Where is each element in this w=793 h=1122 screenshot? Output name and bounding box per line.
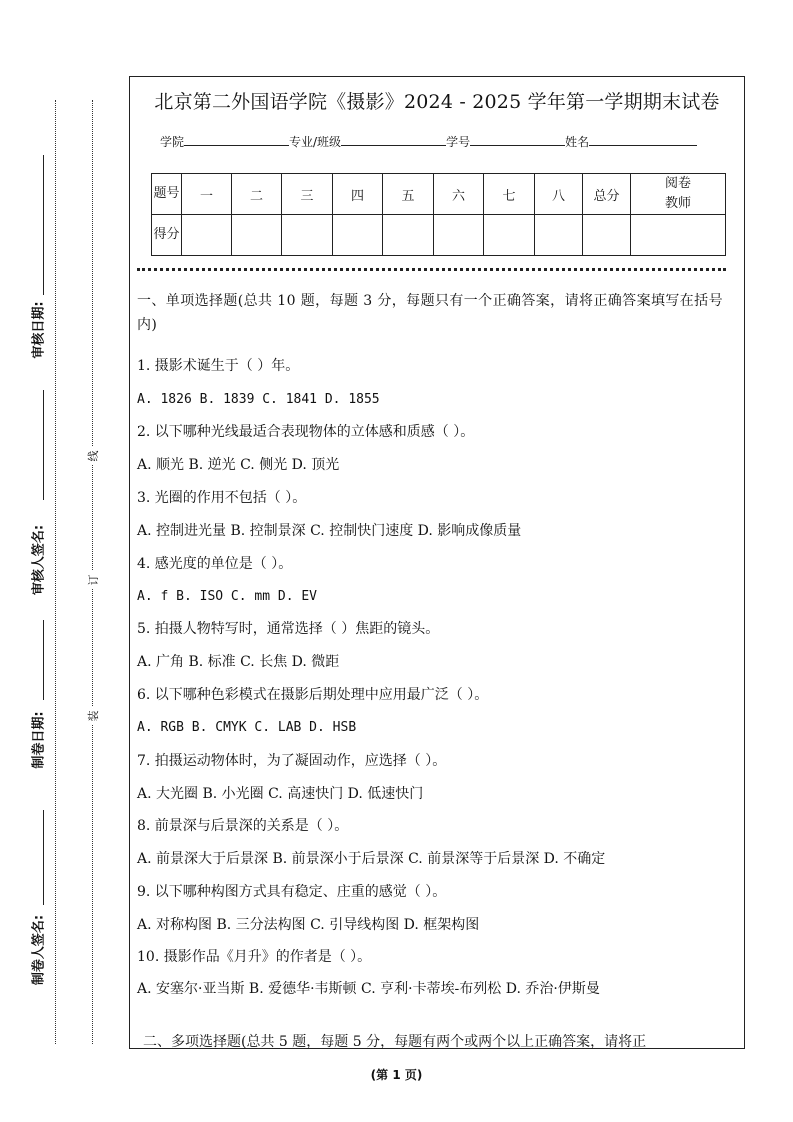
student-id-label: 学号 xyxy=(446,135,471,149)
reviewer-signature-blank[interactable] xyxy=(43,390,44,500)
question-8-options: A. 前景深大于后景深 B. 前景深小于后景深 C. 前景深等于后景深 D. 不确定 xyxy=(137,851,606,867)
question-3-options: A. 控制进光量 B. 控制景深 C. 控制快门速度 D. 影响成像质量 xyxy=(137,523,522,539)
question-10: 10. 摄影作品《月升》的作者是（ ）。 xyxy=(137,949,372,965)
score-col-grader: 阅卷教师 xyxy=(631,174,726,215)
score-cell[interactable] xyxy=(282,215,333,256)
exam-paper-frame xyxy=(129,76,745,1049)
question-2-options: A. 顺光 B. 逆光 C. 侧光 D. 顶光 xyxy=(137,457,340,473)
score-row-header: 得分 xyxy=(152,215,182,256)
question-7: 7. 拍摄运动物体时，为了凝固动作，应选择（ ）。 xyxy=(137,753,447,769)
question-3: 3. 光圈的作用不包括（ ）。 xyxy=(137,490,307,506)
score-col-total: 总分 xyxy=(583,174,631,215)
score-cell[interactable] xyxy=(583,215,631,256)
major-class-field[interactable] xyxy=(341,133,446,146)
question-5: 5. 拍摄人物特写时，通常选择（ ）焦距的镜头。 xyxy=(137,621,440,637)
review-date-label: 审核日期: xyxy=(31,301,47,359)
question-1-options: A. 1826 B. 1839 C. 1841 D. 1855 xyxy=(137,392,380,407)
paper-maker-signature-blank[interactable] xyxy=(43,810,44,905)
section1-intro: 一、单项选择题(总共 10 题，每题 3 分，每题只有一个正确答案，请将正确答案填写在括号内) xyxy=(137,293,723,333)
exam-title: 北京第二外国语学院《摄影》2024 - 2025 学年第一学期期末试卷 xyxy=(154,91,720,113)
question-5-options: A. 广角 B. 标准 C. 长焦 D. 微距 xyxy=(137,654,340,670)
score-cell[interactable] xyxy=(232,215,282,256)
question-9: 9. 以下哪种构图方式具有稳定、庄重的感觉（ ）。 xyxy=(137,884,447,900)
score-cell[interactable] xyxy=(434,215,484,256)
paper-date-blank[interactable] xyxy=(43,620,44,700)
paper-date-label: 制卷日期: xyxy=(31,711,47,769)
cut-word-bind: 订 xyxy=(84,571,102,589)
binding-dotted-line-outer xyxy=(55,100,56,1044)
question-4: 4. 感光度的单位是（ ）。 xyxy=(137,556,293,572)
student-info-row xyxy=(160,133,697,150)
score-col-3: 三 xyxy=(282,174,333,215)
question-4-options: A. f B. ISO C. mm D. EV xyxy=(137,589,318,604)
name-label: 姓名 xyxy=(565,135,590,149)
question-10-options: A. 安塞尔·亚当斯 B. 爱德华·韦斯顿 C. 亨利·卡蒂埃-布列松 D. 乔治·伊斯曼 xyxy=(137,981,600,997)
cut-word-install: 装 xyxy=(84,707,102,725)
score-cell[interactable] xyxy=(631,215,726,256)
question-1: 1. 摄影术诞生于（ ）年。 xyxy=(137,358,300,374)
paper-maker-signature-label: 制卷人签名: xyxy=(31,914,47,986)
major-class-label: 专业/班级 xyxy=(289,135,342,149)
question-2: 2. 以下哪种光线最适合表现物体的立体感和质感（ ）。 xyxy=(137,424,475,440)
question-8: 8. 前景深与后景深的关系是（ ）。 xyxy=(137,818,349,834)
question-number-header: 题号 xyxy=(152,174,182,215)
section2-intro: 二、多项选择题(总共 5 题，每题 5 分，每题有两个或两个以上正确答案，请将正 xyxy=(143,1034,647,1050)
name-field[interactable] xyxy=(589,133,697,146)
question-9-options: A. 对称构图 B. 三分法构图 C. 引导线构图 D. 框架构图 xyxy=(137,917,480,933)
college-label: 学院 xyxy=(160,135,185,149)
score-cell[interactable] xyxy=(535,215,583,256)
score-col-8: 八 xyxy=(535,174,583,215)
score-col-7: 七 xyxy=(484,174,535,215)
score-col-2: 二 xyxy=(232,174,282,215)
score-cell[interactable] xyxy=(182,215,232,256)
score-col-5: 五 xyxy=(383,174,434,215)
reviewer-signature-label: 审核人签名: xyxy=(31,524,47,596)
student-id-field[interactable] xyxy=(470,133,565,146)
score-cell[interactable] xyxy=(383,215,434,256)
cut-word-line: 线 xyxy=(84,447,102,465)
score-col-6: 六 xyxy=(434,174,484,215)
questions-area xyxy=(137,289,738,1050)
question-6: 6. 以下哪种色彩模式在摄影后期处理中应用最广泛（ ）。 xyxy=(137,687,489,703)
question-6-options: A. RGB B. CMYK C. LAB D. HSB xyxy=(137,720,357,735)
review-date-blank[interactable] xyxy=(43,155,44,295)
score-col-1: 一 xyxy=(182,174,232,215)
score-cell[interactable] xyxy=(484,215,535,256)
page-number: (第 1 页) xyxy=(370,1068,423,1082)
score-table xyxy=(151,173,726,256)
score-col-4: 四 xyxy=(333,174,383,215)
dotted-separator xyxy=(137,268,726,271)
score-cell[interactable] xyxy=(333,215,383,256)
college-field[interactable] xyxy=(184,133,289,146)
question-7-options: A. 大光圈 B. 小光圈 C. 高速快门 D. 低速快门 xyxy=(137,786,424,802)
